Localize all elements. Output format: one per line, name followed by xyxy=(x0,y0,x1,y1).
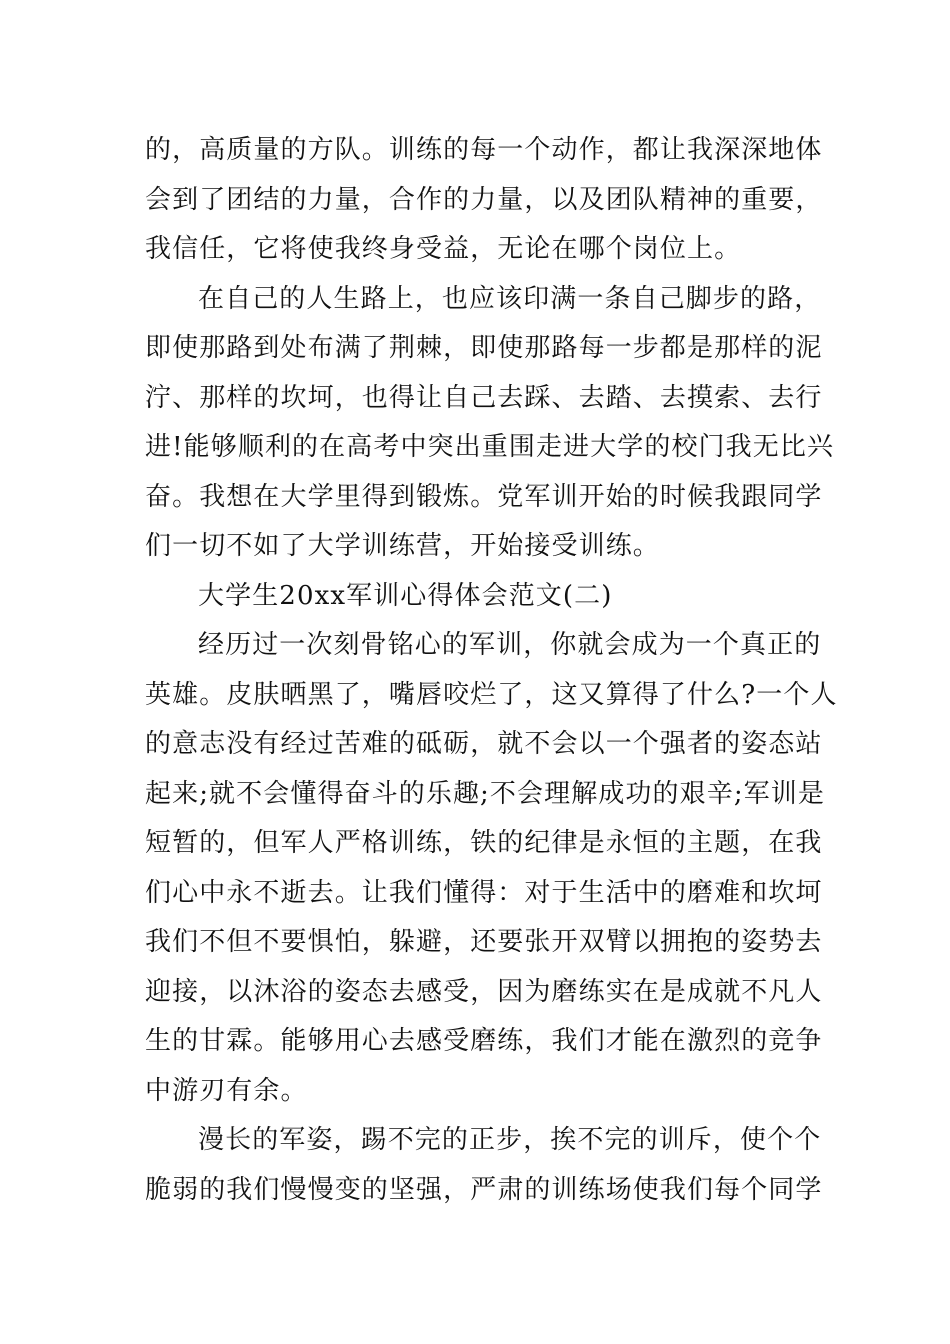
text-line: 们心中永不逝去。让我们懂得：对于生活中的磨难和坎坷 xyxy=(145,878,823,908)
text-line: 们一切不如了大学训练营，开始接受训练。 xyxy=(145,531,660,561)
paragraph-first-line: 漫长的军姿，踢不完的正步，挨不完的训斥，使个个 xyxy=(198,1125,822,1155)
section-heading: 大学生20xx军训心得体会范文(二) xyxy=(198,581,613,611)
text-line: 进!能够顺利的在高考中突出重围走进大学的校门我无比兴 xyxy=(145,432,835,462)
text-line: 即使那路到处布满了荆棘，即使那路每一步都是那样的泥 xyxy=(145,333,823,363)
text-line: 英雄。皮肤晒黑了，嘴唇咬烂了，这又算得了什么?一个人 xyxy=(145,680,838,710)
text-line: 的，高质量的方队。训练的每一个动作，都让我深深地体 xyxy=(145,135,823,165)
text-line: 会到了团结的力量，合作的力量，以及团队精神的重要， xyxy=(145,185,823,215)
text-line: 中游刃有余。 xyxy=(145,1076,308,1106)
text-line: 短暂的，但军人严格训练，铁的纪律是永恒的主题，在我 xyxy=(145,828,823,858)
text-line: 的意志没有经过苦难的砥砺，就不会以一个强者的姿态站 xyxy=(145,729,823,759)
text-line: 迎接，以沐浴的姿态去感受，因为磨练实在是成就不凡人 xyxy=(145,977,823,1007)
text-line: 生的甘霖。能够用心去感受磨练，我们才能在激烈的竞争 xyxy=(145,1026,823,1056)
text-line: 泞、那样的坎坷，也得让自己去踩、去踏、去摸索、去行 xyxy=(145,383,823,413)
paragraph-first-line: 经历过一次刻骨铭心的军训，你就会成为一个真正的 xyxy=(198,630,822,660)
paragraph-first-line: 在自己的人生路上，也应该印满一条自己脚步的路， xyxy=(198,284,822,314)
text-line: 我信任，它将使我终身受益，无论在哪个岗位上。 xyxy=(145,234,742,264)
text-line: 我们不但不要惧怕，躲避，还要张开双臂以拥抱的姿势去 xyxy=(145,927,823,957)
text-line: 奋。我想在大学里得到锻炼。党军训开始的时候我跟同学 xyxy=(145,482,823,512)
text-line: 脆弱的我们慢慢变的坚强，严肃的训练场使我们每个同学 xyxy=(145,1175,823,1205)
text-line: 起来;就不会懂得奋斗的乐趣;不会理解成功的艰辛;军训是 xyxy=(145,779,825,809)
